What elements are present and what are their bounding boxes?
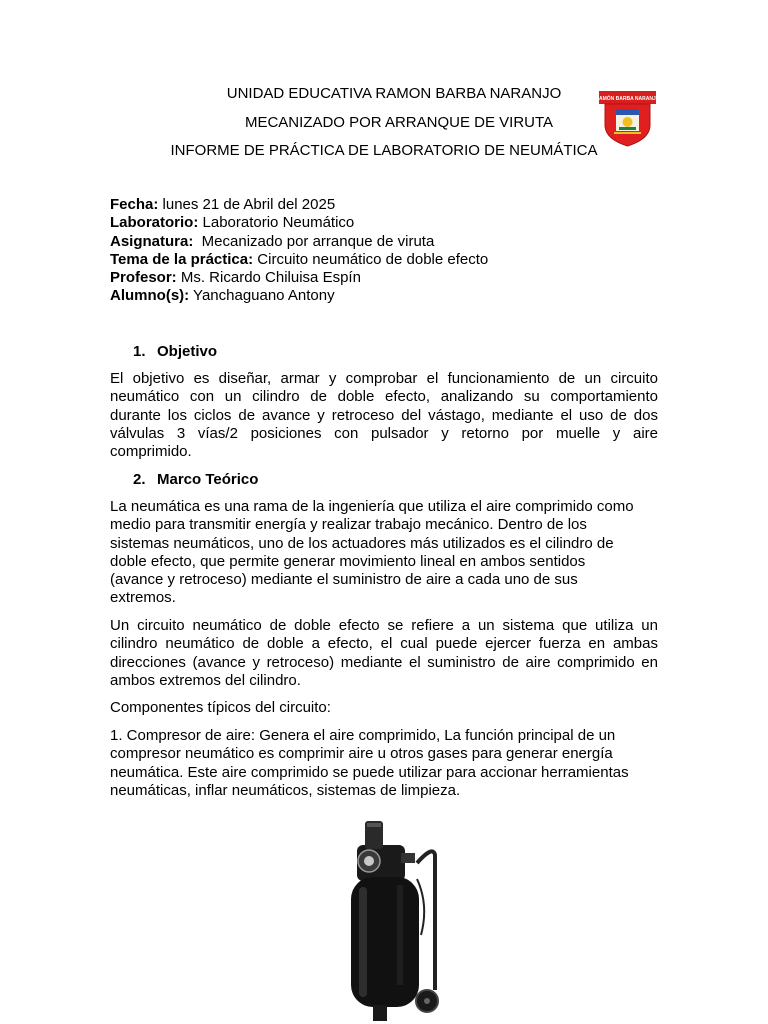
text-line: medio para transmitir energía y realizar trabajo mecánico. Dentro de los [110,516,587,534]
air-compressor-image [345,815,445,1024]
report-title: INFORME DE PRÁCTICA DE LABORATORIO DE NEUMÁTICA [170,142,598,159]
text-line: ambos extremos del cilindro. [110,671,301,689]
text-line: (avance y retroceso) mediante el suministro de aire a cada uno de sus [110,571,578,589]
meta-tema: Tema de la práctica: Circuito neumático de doble efecto [110,250,489,268]
text-line: El objetivo es diseñar, armar y comprobar el funcionamiento de un circuito [110,370,658,387]
section-heading-objetivo: 1. Objetivo [133,343,218,360]
meta-laboratorio: Laboratorio: Laboratorio Neumático [110,214,355,232]
compresor-paragraph [110,727,658,800]
meta-alumno: Alumno(s): Yanchaguano Antony [110,287,335,305]
section-heading-marco-teorico: 2. Marco Teórico [133,471,259,488]
text-line: neumáticas, inflar neumáticos, sistemas de limpieza. [110,781,461,799]
text-line: doble efecto, que permite generar movimiento lineal en ambos sentidos [110,552,586,570]
text-line: comprimido. [110,443,192,461]
meta-fecha: Fecha: lunes 21 de Abril del 2025 [110,196,336,213]
text-line: Un circuito neumático de doble efecto se refiere a un sistema que utiliza un [110,617,658,634]
text-line: sistemas neumáticos, uno de los actuadores más utilizados es el cilindro de [110,534,614,552]
meta-asignatura: Asignatura: Mecanizado por arranque de viruta [110,232,435,250]
text-line: neumática. Este aire comprimido se puede utilizar para accionar herramientas [110,763,629,781]
school-logo [595,91,660,147]
text-line: 1. Compresor de aire: Genera el aire comprimido, La función principal de un [110,727,616,744]
school-name: UNIDAD EDUCATIVA RAMON BARBA NARANJO [226,85,562,102]
marco-paragraph-2 [110,617,658,690]
report-metadata [110,196,488,306]
meta-profesor: Profesor: Ms. Ricardo Chiluisa Espín [110,269,361,287]
text-line: compresor neumático es comprimir aire u otros gases para generar energía [110,745,613,763]
text-line: La neumática es una rama de la ingeniería que utiliza el aire comprimido como [110,498,634,515]
objetivo-paragraph [110,370,658,461]
subject-heading: MECANIZADO POR ARRANQUE DE VIRUTA [244,114,554,131]
marco-paragraph-1 [110,498,658,608]
text-line: durante los ciclos de avance y retroceso del vástago, mediante el uso de dos [110,406,658,424]
componentes-title: Componentes típicos del circuito: [110,699,331,716]
text-line: neumático con un cilindro de doble efecto, analizando su comportamiento [110,388,658,406]
text-line: cilindro neumático de doble a efecto, el cual puede ejercer fuerza en ambas [110,635,658,653]
svg-text:RAMÓN BARBA NARANJO: RAMÓN BARBA NARANJO [595,96,660,102]
text-line: extremos. [110,589,176,607]
text-line: válvulas 3 vías/2 posiciones con pulsador y retorno por muelle y aire [110,424,658,442]
text-line: direcciones (avance y retroceso) mediante el suministro de aire comprimido en [110,653,658,671]
